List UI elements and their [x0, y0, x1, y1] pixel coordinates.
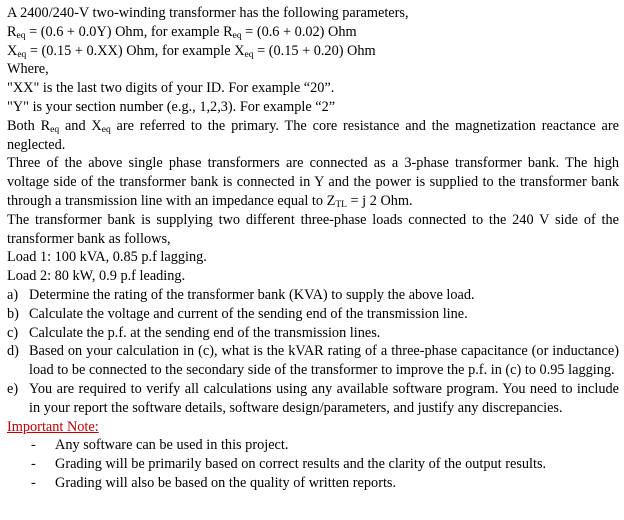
task-item-b: b) Calculate the voltage and current of the sending end of the transmission line. [7, 305, 468, 322]
where-label: Where, [7, 61, 49, 78]
task-item-a: a) Determine the rating of the transformer bank (KVA) to supply the above load. [7, 286, 475, 303]
important-note-heading: Important Note: [7, 418, 99, 435]
load-1: Load 1: 100 kVA, 0.85 p.f lagging. [7, 249, 207, 266]
load-2: Load 2: 80 kW, 0.9 p.f leading. [7, 268, 186, 285]
task-item-e: e) You are required to verify all calculations using any available software program. You need to include in your report the software details, software design/parameters, and justify any discrepancies. [7, 380, 619, 416]
req-parameter: $R_{eq} = (0.6 + 0.0Y)$ Ohm, for example $R_{eq} = (0.6 + 0.02)$ Ohm [7, 23, 357, 41]
referred-paragraph: Both $R_{eq}$ and $X_{eq}$ are referred to the primary. The core resistance and the magnetization reactance are neglected. [7, 117, 619, 153]
bank-paragraph: Three of the above single phase transformers are connected as a 3-phase transformer bank. The high voltage side of the transformer bank is connected in Y and the power is supplied to the transformer bank through a transmission line with an impedance equal to $Z_{TL} = j$ 2 Ohm. [7, 155, 619, 210]
note-item: - Grading will be primarily based on correct results and the clarity of the output results. [31, 456, 547, 473]
intro-text: A 2400/240-V two-winding transformer has the following parameters, [7, 5, 409, 21]
note-item: - Any software can be used in this project. [31, 437, 289, 454]
loads-intro: The transformer bank is supplying two different three-phase loads connected to the 240 V side of the transformer bank as follows, [7, 211, 619, 247]
note-item: - Grading will also be based on the quality of written reports. [31, 474, 397, 491]
y-definition: "Y" is your section number (e.g., 1,2,3). For example “2” [7, 98, 336, 115]
task-item-d: d) Based on your calculation in (c), what is the kVAR rating of a three-phase capacitance (or inductance) load to be connected to the secondary side of the transformer to improve the p.f. in (c) to 0.95 lagging. [7, 343, 619, 379]
task-list [7, 286, 619, 418]
task-item-c: c) Calculate the p.f. at the sending end of the transmission lines. [7, 324, 381, 341]
xx-definition: "XX" is the last two digits of your ID. For example “20”. [7, 80, 335, 97]
xeq-parameter: $X_{eq} = (0.15 + 0.XX)$ Ohm, for example $X_{eq} = (0.15 + 0.20)$ Ohm [7, 42, 376, 60]
